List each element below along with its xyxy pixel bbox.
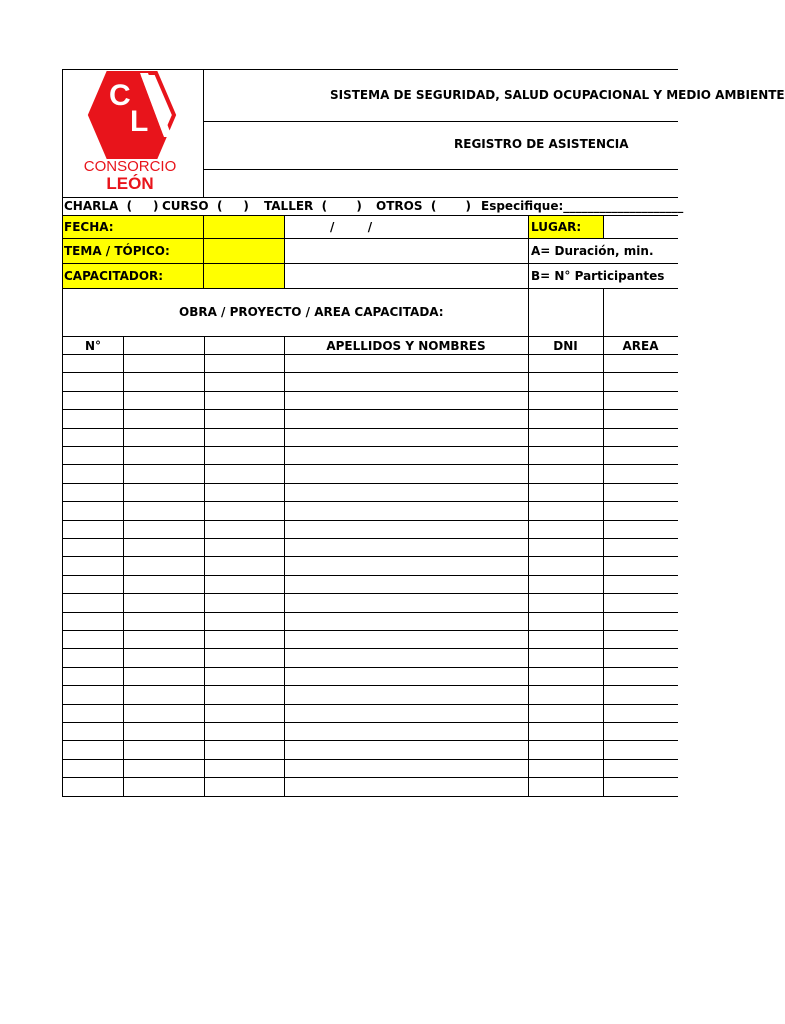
table-cell[interactable] [62, 354, 123, 372]
table-cell[interactable] [284, 759, 528, 777]
table-cell[interactable] [62, 685, 123, 703]
table-cell[interactable] [62, 538, 123, 556]
table-cell[interactable] [204, 354, 284, 372]
table-cell[interactable] [528, 354, 603, 372]
table-cell[interactable] [62, 409, 123, 427]
otros-option[interactable]: OTROS ( ) [376, 199, 472, 213]
table-cell[interactable] [204, 556, 284, 574]
table-cell[interactable] [528, 520, 603, 538]
table-cell[interactable] [123, 372, 204, 390]
table-cell[interactable] [603, 722, 678, 740]
table-cell[interactable] [123, 501, 204, 519]
table-cell[interactable] [284, 593, 528, 611]
table-cell[interactable] [62, 740, 123, 758]
table-cell[interactable] [603, 556, 678, 574]
table-cell[interactable] [62, 520, 123, 538]
table-cell[interactable] [62, 428, 123, 446]
table-cell[interactable] [284, 446, 528, 464]
table-cell[interactable] [528, 648, 603, 666]
table-cell[interactable] [528, 630, 603, 648]
table-cell[interactable] [62, 593, 123, 611]
table-cell[interactable] [284, 483, 528, 501]
col-header-area: AREA [622, 339, 659, 353]
table-cell[interactable] [204, 575, 284, 593]
table-cell[interactable] [603, 520, 678, 538]
table-cell[interactable] [204, 740, 284, 758]
table-cell[interactable] [284, 391, 528, 409]
table-cell[interactable] [528, 501, 603, 519]
table-cell[interactable] [123, 648, 204, 666]
table-cell[interactable] [603, 759, 678, 777]
table-cell[interactable] [204, 391, 284, 409]
info-divider-b [284, 215, 285, 288]
table-cell[interactable] [204, 520, 284, 538]
logo-text-leon: LEÓN [106, 174, 154, 193]
form-title: REGISTRO DE ASISTENCIA [454, 137, 629, 151]
table-cell[interactable] [528, 575, 603, 593]
logo-text-consorcio: CONSORCIO [83, 158, 177, 175]
logo-divider [203, 69, 204, 197]
table-cell[interactable] [62, 704, 123, 722]
table-cell[interactable] [284, 428, 528, 446]
obra-divider-dni [528, 288, 529, 336]
table-cell[interactable] [204, 428, 284, 446]
duracion-label: A= Duración, min. [531, 244, 654, 258]
header-line-1 [203, 121, 678, 122]
table-cell[interactable] [204, 483, 284, 501]
table-cell[interactable] [204, 464, 284, 482]
type-row-bottom [62, 215, 678, 216]
capacitador-label: CAPACITADOR: [64, 269, 164, 283]
table-cell[interactable] [123, 464, 204, 482]
table-cell[interactable] [603, 648, 678, 666]
obra-label: OBRA / PROYECTO / AREA CAPACITADA: [179, 305, 444, 319]
table-cell[interactable] [284, 464, 528, 482]
table-cell[interactable] [603, 464, 678, 482]
table-cell[interactable] [603, 354, 678, 372]
system-title: SISTEMA DE SEGURIDAD, SALUD OCUPACIONAL Y MEDIO AMBIENTE [330, 88, 785, 102]
table-cell[interactable] [603, 575, 678, 593]
table-cell[interactable] [528, 428, 603, 446]
table-cell[interactable] [528, 704, 603, 722]
table-cell[interactable] [603, 740, 678, 758]
table-cell[interactable] [123, 483, 204, 501]
table-cell[interactable] [528, 409, 603, 427]
date-slashes: / / [330, 220, 373, 234]
table-header-top [62, 336, 678, 337]
table-cell[interactable] [204, 722, 284, 740]
table-cell[interactable] [603, 483, 678, 501]
table-cell[interactable] [123, 593, 204, 611]
table-cell[interactable] [62, 501, 123, 519]
info-divider-d [603, 215, 604, 238]
bottom-border [62, 796, 678, 797]
table-cell[interactable] [123, 520, 204, 538]
table-cell[interactable] [123, 446, 204, 464]
info-line-3 [62, 288, 678, 289]
table-cell[interactable] [528, 538, 603, 556]
table-cell[interactable] [603, 612, 678, 630]
table-cell[interactable] [62, 630, 123, 648]
table-cell[interactable] [284, 648, 528, 666]
attendance-form [62, 69, 785, 797]
table-cell[interactable] [528, 593, 603, 611]
info-divider-c [528, 215, 529, 288]
table-cell[interactable] [123, 630, 204, 648]
table-cell[interactable] [204, 409, 284, 427]
info-line-2 [62, 263, 678, 264]
table-cell[interactable] [62, 575, 123, 593]
table-cell[interactable] [123, 685, 204, 703]
table-cell[interactable] [62, 722, 123, 740]
table-cell[interactable] [284, 704, 528, 722]
col-header-dni: DNI [553, 339, 578, 353]
table-cell[interactable] [603, 630, 678, 648]
table-cell[interactable] [528, 722, 603, 740]
table-cell[interactable] [62, 759, 123, 777]
table-cell[interactable] [204, 446, 284, 464]
table-cell[interactable] [204, 759, 284, 777]
table-cell[interactable] [62, 648, 123, 666]
table-cell[interactable] [123, 556, 204, 574]
table-cell[interactable] [284, 740, 528, 758]
table-cell[interactable] [603, 593, 678, 611]
consorcio-leon-logo [84, 71, 180, 195]
lugar-label: LUGAR: [531, 220, 582, 234]
table-cell[interactable] [528, 556, 603, 574]
table-cell[interactable] [284, 685, 528, 703]
table-cell[interactable] [62, 483, 123, 501]
table-cell[interactable] [123, 759, 204, 777]
tema-label: TEMA / TÓPICO: [64, 244, 170, 258]
table-cell[interactable] [204, 372, 284, 390]
table-cell[interactable] [123, 575, 204, 593]
table-cell[interactable] [62, 612, 123, 630]
table-cell[interactable] [603, 372, 678, 390]
table-cell[interactable] [528, 483, 603, 501]
table-cell[interactable] [603, 409, 678, 427]
table-cell[interactable] [62, 391, 123, 409]
info-line-1 [62, 238, 678, 239]
table-cell[interactable] [204, 630, 284, 648]
table-cell[interactable] [62, 464, 123, 482]
table-cell[interactable] [284, 409, 528, 427]
header-line-3 [62, 197, 678, 198]
table-cell[interactable] [284, 612, 528, 630]
table-cell[interactable] [528, 446, 603, 464]
table-cell[interactable] [284, 722, 528, 740]
header-line-2 [203, 169, 678, 170]
table-cell[interactable] [284, 538, 528, 556]
table-cell[interactable] [284, 667, 528, 685]
table-cell[interactable] [123, 391, 204, 409]
table-cell[interactable] [528, 740, 603, 758]
charla-option[interactable]: CHARLA ( ) [64, 199, 159, 213]
table-cell[interactable] [528, 391, 603, 409]
table-cell[interactable] [528, 667, 603, 685]
fecha-label: FECHA: [64, 220, 114, 234]
table-cell[interactable] [204, 593, 284, 611]
top-border [62, 69, 678, 70]
table-cell[interactable] [603, 538, 678, 556]
table-cell[interactable] [603, 501, 678, 519]
table-cell[interactable] [204, 704, 284, 722]
table-cell[interactable] [284, 520, 528, 538]
table-cell[interactable] [284, 630, 528, 648]
table-cell[interactable] [603, 391, 678, 409]
table-cell[interactable] [62, 556, 123, 574]
participantes-label: B= N° Participantes [531, 269, 665, 283]
table-cell[interactable] [284, 501, 528, 519]
table-cell[interactable] [62, 372, 123, 390]
table-cell[interactable] [204, 538, 284, 556]
table-cell[interactable] [62, 667, 123, 685]
taller-option[interactable]: TALLER ( ) [264, 199, 362, 213]
table-cell[interactable] [603, 428, 678, 446]
table-cell[interactable] [603, 704, 678, 722]
table-cell[interactable] [204, 612, 284, 630]
table-cell[interactable] [528, 464, 603, 482]
table-cell[interactable] [123, 667, 204, 685]
obra-divider-area [603, 288, 604, 336]
col-header-no: N° [84, 339, 102, 353]
col-header-names: APELLIDOS Y NOMBRES [326, 339, 486, 353]
table-cell[interactable] [123, 428, 204, 446]
table-cell[interactable] [123, 722, 204, 740]
info-divider-a [203, 215, 204, 288]
table-cell[interactable] [528, 612, 603, 630]
table-cell[interactable] [284, 354, 528, 372]
table-cell[interactable] [204, 685, 284, 703]
table-cell[interactable] [603, 446, 678, 464]
table-cell[interactable] [123, 538, 204, 556]
table-cell[interactable] [528, 685, 603, 703]
logo-letter-l: L [130, 105, 149, 138]
table-cell[interactable] [528, 372, 603, 390]
logo-letter-c: C [109, 79, 131, 112]
table-cell[interactable] [284, 372, 528, 390]
curso-option[interactable]: CURSO ( ) [162, 199, 249, 213]
table-cell[interactable] [123, 704, 204, 722]
table-cell[interactable] [123, 354, 204, 372]
table-cell[interactable] [204, 667, 284, 685]
table-cell[interactable] [123, 612, 204, 630]
table-cell[interactable] [204, 501, 284, 519]
table-cell[interactable] [62, 446, 123, 464]
table-cell[interactable] [123, 409, 204, 427]
table-cell[interactable] [603, 667, 678, 685]
table-cell[interactable] [284, 556, 528, 574]
table-cell[interactable] [204, 648, 284, 666]
table-cell[interactable] [284, 575, 528, 593]
table-cell[interactable] [123, 740, 204, 758]
table-cell[interactable] [528, 759, 603, 777]
especifique-field[interactable]: Especifique:____________________ [481, 199, 684, 213]
table-cell[interactable] [603, 685, 678, 703]
